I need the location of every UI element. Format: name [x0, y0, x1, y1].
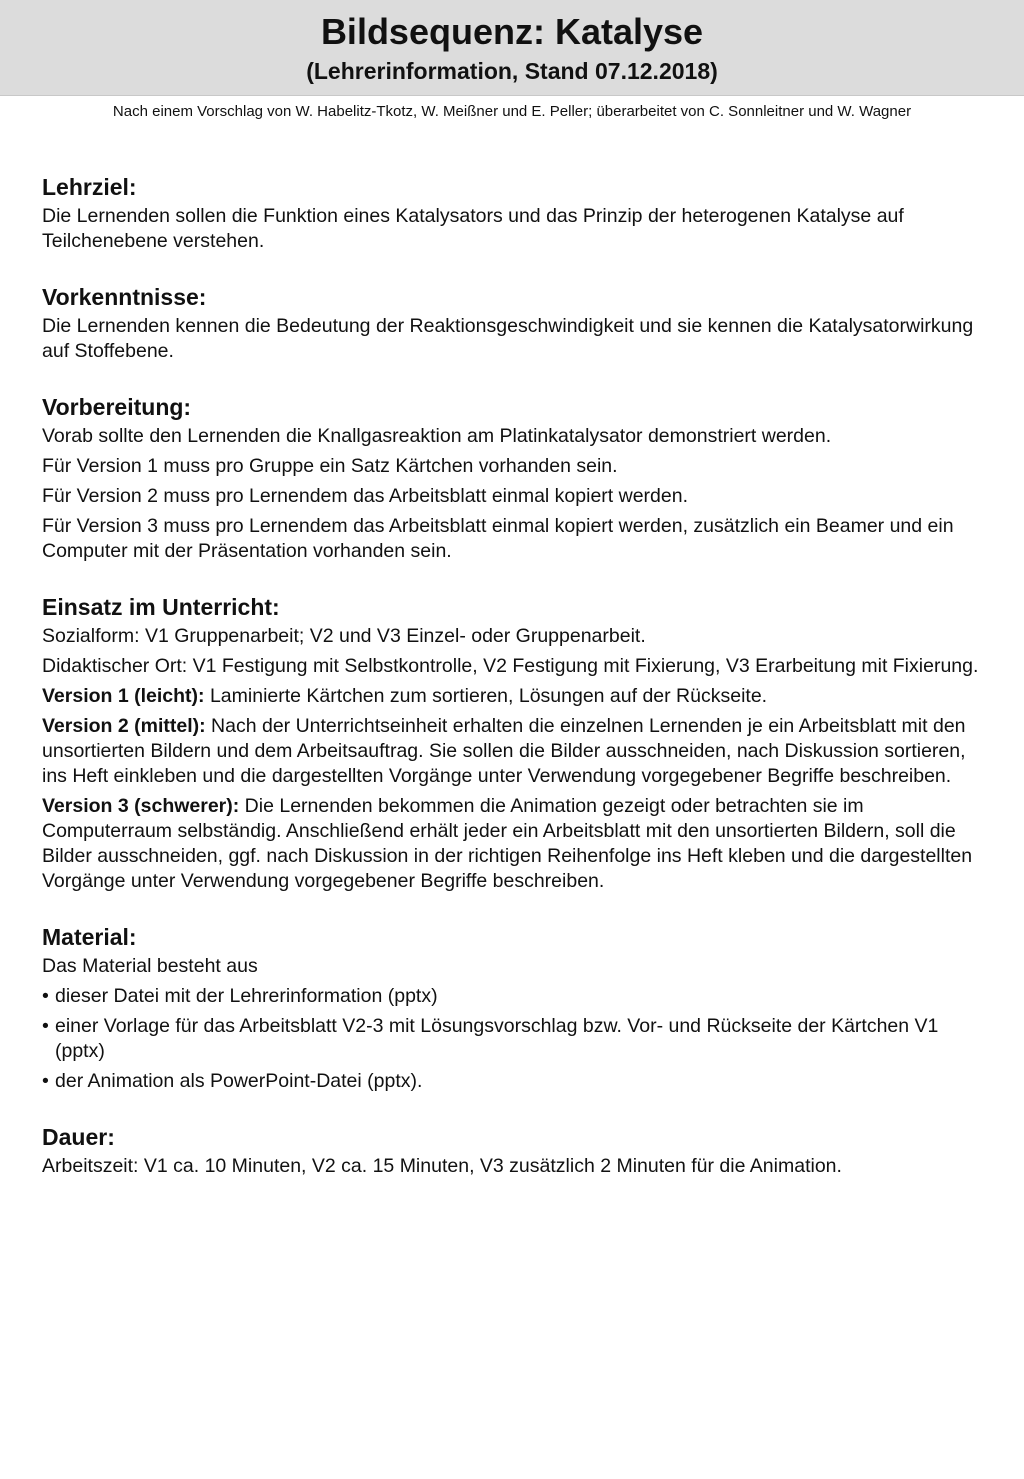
section-dauer [42, 1121, 992, 1179]
bullet-icon: • [42, 1015, 49, 1037]
version-1-paragraph [42, 684, 992, 709]
page-title: Bildsequenz: Katalyse [320, 11, 704, 52]
material-item-text: einer Vorlage für das Arbeitsblatt V2-3 mit Lösungsvorschlag bzw. Vor- und Rückseite der Kärtchen V1 (pptx) [55, 1015, 939, 1062]
page-subtitle: (Lehrerinformation, Stand 07.12.2018) [306, 58, 718, 84]
lehrziel-text: Die Lernenden sollen die Funktion eines Katalysators und das Prinzip der heterogenen Katalyse auf Teilchenebene verstehen. [42, 205, 904, 252]
version-1-label: Version 1 (leicht): [42, 685, 205, 707]
document-body [42, 171, 992, 1179]
material-list-item [42, 1014, 992, 1064]
version-3-paragraph [42, 794, 992, 894]
bullet-icon: • [42, 1070, 49, 1092]
section-heading-vorkenntnisse: Vorkenntnisse: [42, 284, 207, 310]
section-vorbereitung [42, 391, 992, 564]
section-heading-einsatz: Einsatz im Unterricht: [42, 594, 280, 620]
version-3-text: Die Lernenden bekommen die Animation gezeigt oder betrachten sie im Computerraum selbständig. Anschließend erhält jeder ein Arbeitsblatt mit den unsortierten Bildern, soll die Bilder ausschneiden, ggf. nach Diskussion in der richtigen Reihenfolge ins Heft kleben und die dargestellten Vorgänge unter Verwendung vorgegebener Begriffe beschreiben. [42, 795, 973, 892]
material-item-text: dieser Datei mit der Lehrerinformation (pptx) [55, 985, 438, 1007]
material-intro: Das Material besteht aus [42, 955, 258, 977]
vorbereitung-line: Für Version 1 muss pro Gruppe ein Satz Kärtchen vorhanden sein. [42, 455, 618, 477]
author-credit: Nach einem Vorschlag von W. Habelitz-Tkotz, W. Meißner und E. Peller; überarbeitet von C. Sonnleitner und W. Wagner [112, 103, 912, 120]
dauer-text: Arbeitszeit: V1 ca. 10 Minuten, V2 ca. 15 Minuten, V3 zusätzlich 2 Minuten für die Animation. [42, 1155, 842, 1177]
section-heading-vorbereitung: Vorbereitung: [42, 394, 192, 420]
section-einsatz [42, 591, 992, 894]
vorbereitung-line: Für Version 3 muss pro Lernendem das Arbeitsblatt einmal kopiert werden, zusätzlich ein Beamer und ein Computer mit der Präsentation vorhanden sein. [42, 515, 954, 562]
section-vorkenntnisse [42, 281, 992, 364]
sozialform-text: Sozialform: V1 Gruppenarbeit; V2 und V3 Einzel- oder Gruppenarbeit. [42, 625, 646, 647]
material-list-item [42, 984, 992, 1009]
vorkenntnisse-text: Die Lernenden kennen die Bedeutung der Reaktionsgeschwindigkeit und sie kennen die Katalysatorwirkung auf Stoffebene. [42, 315, 974, 362]
section-heading-lehrziel: Lehrziel: [42, 174, 137, 200]
section-heading-dauer: Dauer: [42, 1124, 115, 1150]
bullet-icon: • [42, 985, 49, 1007]
vorbereitung-line: Vorab sollte den Lernenden die Knallgasreaktion am Platinkatalysator demonstriert werden. [42, 425, 832, 447]
version-3-label: Version 3 (schwerer): [42, 795, 240, 817]
didaktischer-ort-text: Didaktischer Ort: V1 Festigung mit Selbstkontrolle, V2 Festigung mit Fixierung, V3 Erarbeitung mit Fixierung. [42, 655, 979, 677]
material-list-item [42, 1069, 992, 1094]
version-1-text: Laminierte Kärtchen zum sortieren, Lösungen auf der Rückseite. [204, 685, 768, 707]
version-2-label: Version 2 (mittel): [42, 715, 206, 737]
section-heading-material: Material: [42, 924, 137, 950]
vorbereitung-line: Für Version 2 muss pro Lernendem das Arbeitsblatt einmal kopiert werden. [42, 485, 688, 507]
section-material [42, 921, 992, 1094]
section-lehrziel [42, 171, 992, 254]
material-item-text: der Animation als PowerPoint-Datei (pptx). [55, 1070, 423, 1092]
version-2-text: Nach der Unterrichtseinheit erhalten die einzelnen Lernenden je ein Arbeitsblatt mit den unsortierten Bildern und dem Arbeitsauftrag. Sie sollen die Bilder ausschneiden, nach Diskussion sortieren, ins Heft einkleben und die dargestellten Vorgänge unter Verwendung vorgegebener Begriffe beschreiben. [42, 715, 966, 787]
version-2-paragraph [42, 714, 992, 789]
